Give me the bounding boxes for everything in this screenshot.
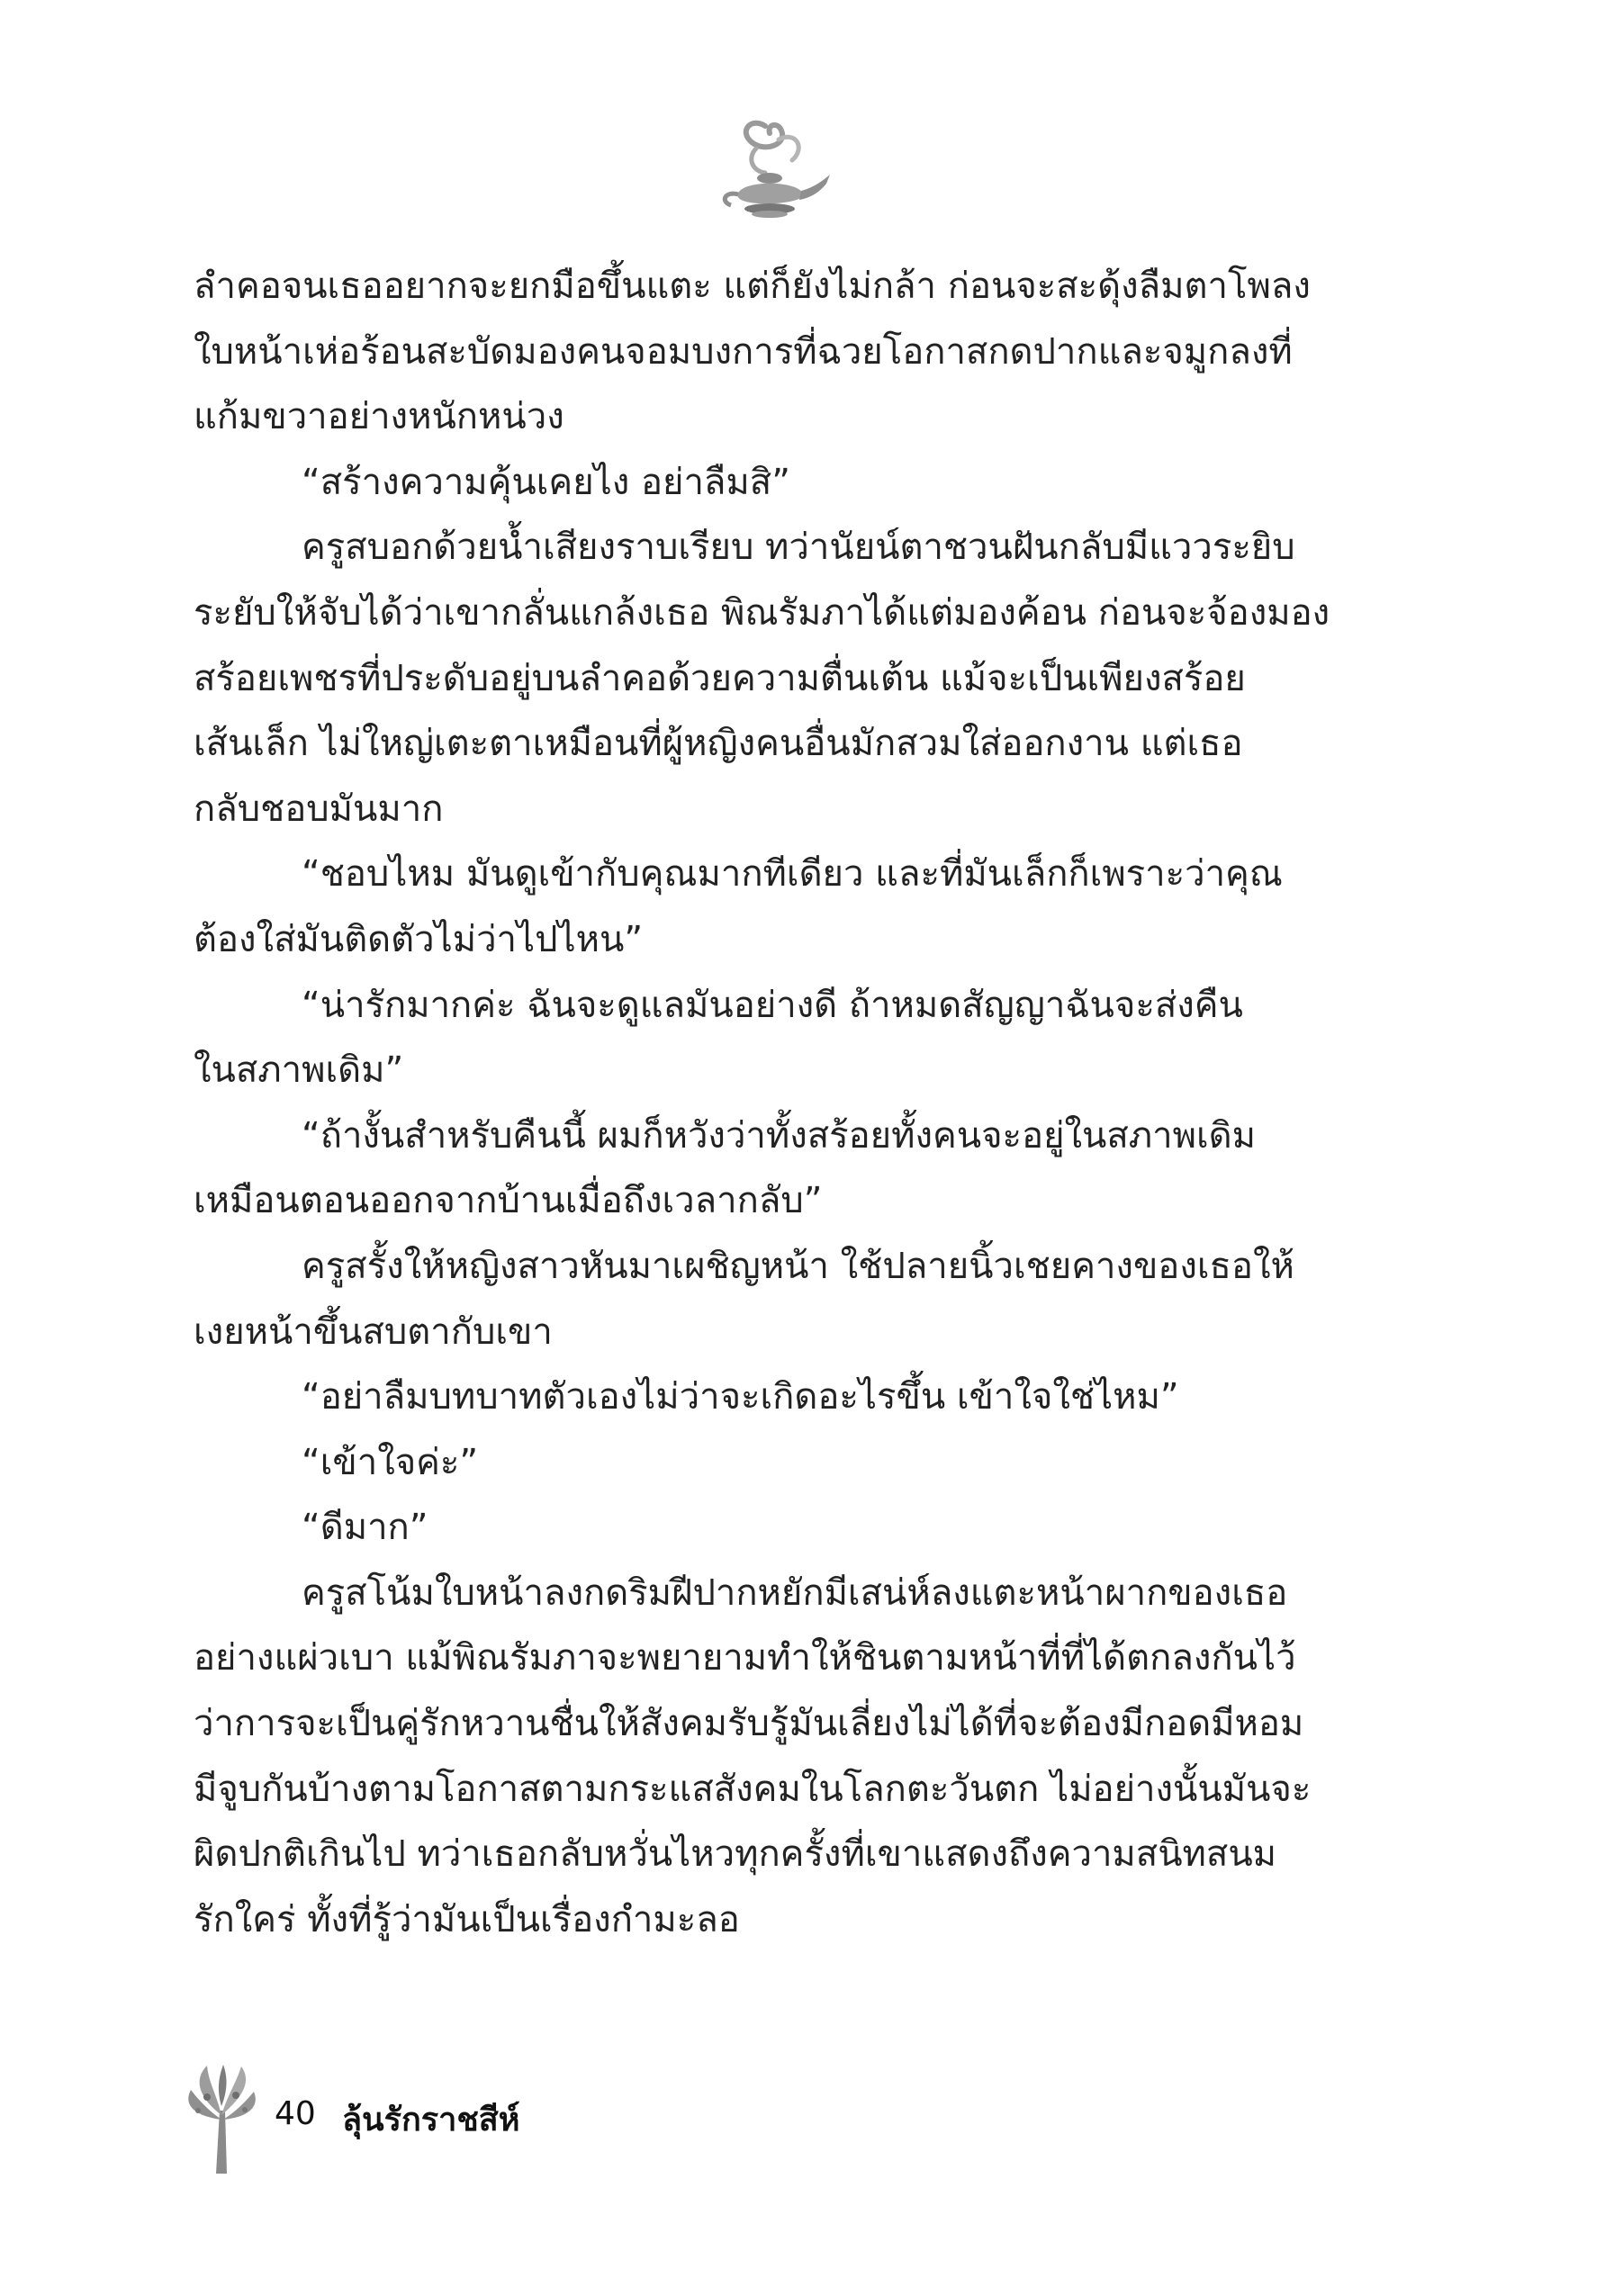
- text-line: ในสภาพเดิม”: [194, 1049, 404, 1092]
- text-line: “เข้าใจค่ะ”: [302, 1441, 479, 1483]
- text-line: สร้อยเพชรที่ประดับอยู่บนลำคอด้วยความตื่นเต้น แม้จะเป็นเพียงสร้อย: [194, 657, 1246, 699]
- page-footer: [180, 2061, 720, 2178]
- grass-sprig-icon: [180, 2061, 261, 2178]
- text-line: “น่ารักมากค่ะ ฉันจะดูแลมันอย่างดี ถ้าหมดสัญญาฉันจะส่งคืน: [302, 984, 1243, 1026]
- text-line: ผิดปกติเกินไป ทว่าเธอกลับหวั่นไหวทุกครั้งที่เขาแสดงถึงความสนิทสนม: [194, 1833, 1277, 1876]
- book-title: ลุ้นรักราชสีห์: [342, 2102, 520, 2138]
- text-line: “ชอบไหม มันดูเข้ากับคุณมากทีเดียว และที่มันเล็กก็เพราะว่าคุณ: [302, 853, 1283, 896]
- text-line: อย่างแผ่วเบา แม้พิณรัมภาจะพยายามทำให้ชินตามหน้าที่ที่ได้ตกลงกันไว้: [194, 1637, 1296, 1679]
- text-line: “สร้างความคุ้นเคยไง อย่าลืมสิ”: [302, 461, 790, 503]
- text-line: เงยหน้าขึ้นสบตากับเขา: [194, 1310, 553, 1353]
- text-line: เส้นเล็ก ไม่ใหญ่เตะตาเหมือนที่ผู้หญิงคนอื่นมักสวมใส่ออกงาน แต่เธอ: [194, 723, 1243, 765]
- body-text: [194, 254, 1445, 1952]
- text-line: ระยับให้จับได้ว่าเขากลั่นแกล้งเธอ พิณรัมภาได้แต่มองค้อน ก่อนจะจ้องมอง: [194, 591, 1330, 634]
- genie-lamp-icon: [702, 108, 837, 243]
- page-number: 40: [275, 2095, 316, 2132]
- text-line: รักใคร่ ทั้งที่รู้ว่ามันเป็นเรื่องกำมะลอ: [194, 1898, 740, 1940]
- text-line: มีจูบกันบ้างตามโอกาสตามกระแสสังคมในโลกตะวันตก ไม่อย่างนั้นมันจะ: [194, 1768, 1312, 1810]
- text-line: “ดีมาก”: [302, 1507, 428, 1549]
- text-line: ครูสบอกด้วยน้ำเสียงราบเรียบ ทว่านัยน์ตาชวนฝันกลับมีแววระยิบ: [302, 527, 1295, 569]
- text-line: ครูสรั้งให้หญิงสาวหันมาเผชิญหน้า ใช้ปลายนิ้วเชยคางของเธอให้: [302, 1245, 1294, 1287]
- text-line: ต้องใส่มันติดตัวไม่ว่าไปไหน”: [194, 918, 644, 960]
- text-line: เหมือนตอนออกจากบ้านเมื่อถึงเวลากลับ”: [194, 1180, 823, 1222]
- text-line: ใบหน้าเห่อร้อนสะบัดมองคนจอมบงการที่ฉวยโอกาสกดปากและจมูกลงที่: [194, 330, 1293, 373]
- text-line: ว่าการจะเป็นคู่รักหวานชื่นให้สังคมรับรู้มันเลี่ยงไม่ได้ที่จะต้องมีกอดมีหอม: [194, 1703, 1304, 1745]
- text-line: “ถ้างั้นสำหรับคืนนี้ ผมก็หวังว่าทั้งสร้อยทั้งคนจะอยู่ในสภาพเดิม: [302, 1114, 1256, 1157]
- text-line: กลับชอบมันมาก: [194, 788, 444, 830]
- text-line: “อย่าลืมบทบาทตัวเองไม่ว่าจะเกิดอะไรขึ้น เข้าใจใช่ไหม”: [302, 1376, 1179, 1418]
- text-line: ครูสโน้มใบหน้าลงกดริมฝีปากหยักมีเสน่ห์ลงแตะหน้าผากของเธอ: [302, 1571, 1288, 1614]
- text-line: แก้มขวาอย่างหนักหน่วง: [194, 396, 564, 438]
- text-line: ลำคอจนเธออยากจะยกมือขึ้นแตะ แต่ก็ยังไม่กล้า ก่อนจะสะดุ้งลืมตาโพลง: [194, 266, 1311, 307]
